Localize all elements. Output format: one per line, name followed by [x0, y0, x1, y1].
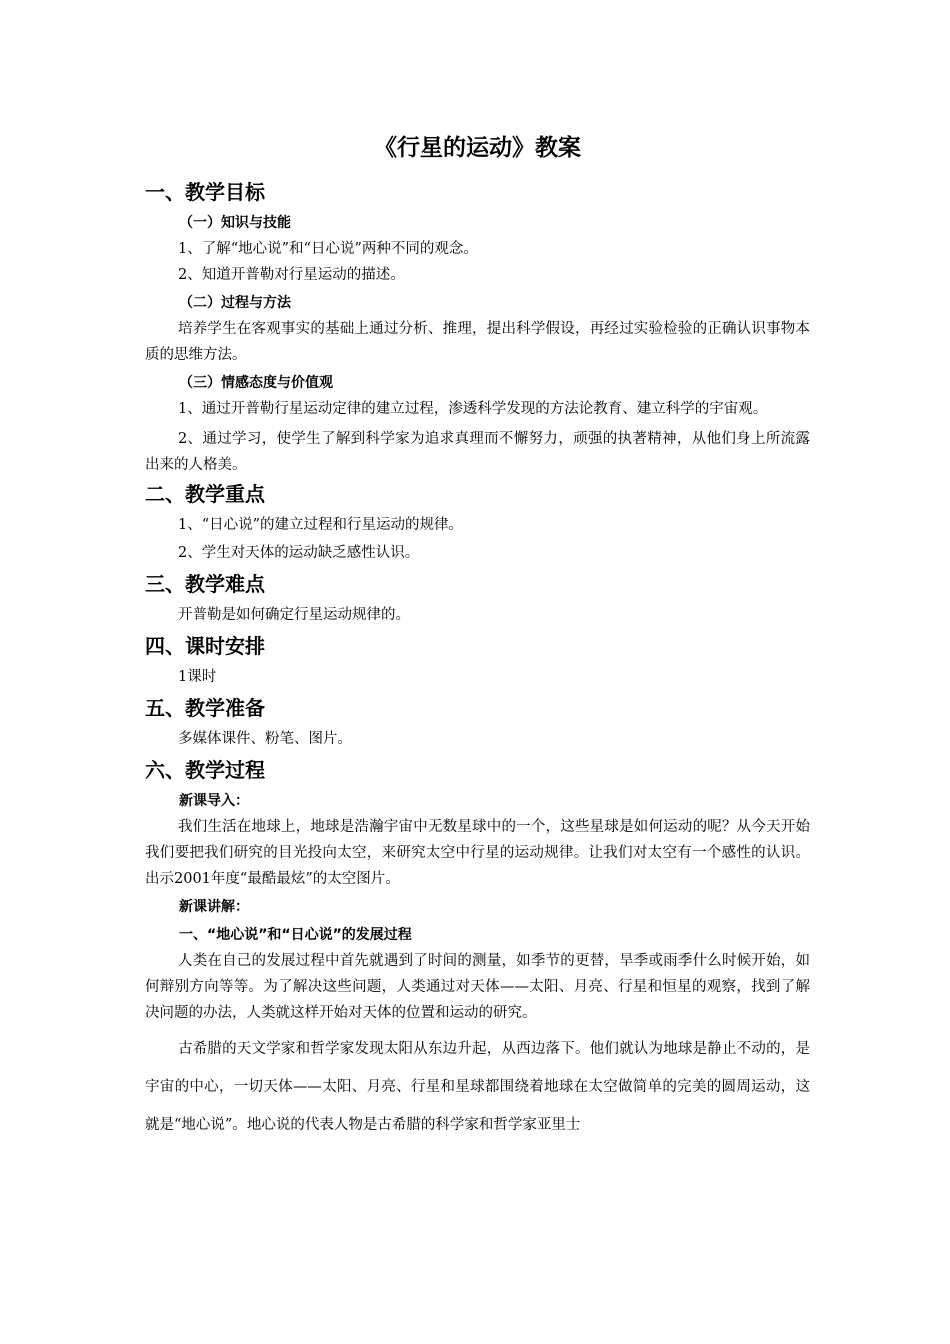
paragraph: 2、知道开普勒对行星运动的描述。: [178, 267, 405, 283]
section-heading-schedule: 四、课时安排: [145, 634, 265, 658]
paragraph: 1、“日心说”的建立过程和行星运动的规律。: [178, 517, 464, 533]
section-heading-preparation: 五、教学准备: [145, 696, 265, 720]
subheading-knowledge-skills: （一）知识与技能: [179, 215, 291, 231]
paragraph: 1、了解“地心说”和“日心说”两种不同的观念。: [178, 241, 478, 257]
subheading-introduction: 新课导入：: [179, 793, 249, 809]
document-title: 《行星的运动》教案: [374, 135, 581, 161]
document-page: [145, 130, 810, 1144]
paragraph: 我们生活在地球上，地球是浩瀚宇宙中无数星球中的一个，这些星球是如何运动的呢？从今天开始我们要把我们研究的目光投向太空，来研究太空中行星的运动规律。让我们对太空有一个感性的认识。出示2001年度“最酷最炫”的太空图片。: [145, 819, 810, 887]
paragraph: 古希腊的天文学家和哲学家发现太阳从东边升起，从西边落下。他们就认为地球是静止不动的，是宇宙的中心，一切天体——太阳、月亮、行星和星球都围绕着地球在太空做简单的完美的圆周运动，这就是“地心说”。地心说的代表人物是古希腊的科学家和哲学家亚里士: [145, 1041, 810, 1133]
paragraph: 1、通过开普勒行星运动定律的建立过程，渗透科学发现的方法论教育、建立科学的宇宙观。: [178, 401, 768, 417]
subheading-geocentric-heliocentric: 一、“地心说”和“日心说”的发展过程: [179, 927, 412, 943]
section-heading-key-points: 二、教学重点: [145, 482, 265, 506]
section-heading-objectives: 一、教学目标: [145, 180, 265, 204]
paragraph: 开普勒是如何确定行星运动规律的。: [178, 607, 410, 623]
paragraph: 2、通过学习，使学生了解到科学家为追求真理而不懈努力，顽强的执著精神，从他们身上所流露出来的人格美。: [145, 431, 810, 473]
section-heading-process: 六、教学过程: [145, 758, 265, 782]
subheading-process-method: （二）过程与方法: [179, 295, 291, 311]
paragraph: 1课时: [178, 669, 217, 685]
paragraph: 2、学生对天体的运动缺乏感性认识。: [178, 545, 420, 561]
section-heading-difficulties: 三、教学难点: [145, 572, 265, 596]
paragraph: 人类在自己的发展过程中首先就遇到了时间的测量，如季节的更替，旱季或雨季什么时候开始，如何辩别方向等等。为了解决这些问题，人类通过对天体——太阳、月亮、行星和恒星的观察，找到了解决问题的办法，人类就这样开始对天体的位置和运动的研究。: [145, 953, 810, 1021]
subheading-lecture: 新课讲解：: [179, 899, 249, 915]
paragraph: 多媒体课件、粉笔、图片。: [178, 731, 352, 747]
subheading-attitude-values: （三）情感态度与价值观: [179, 375, 333, 391]
paragraph: 培养学生在客观事实的基础上通过分析、推理，提出科学假设，再经过实验检验的正确认识事物本质的思维方法。: [145, 321, 810, 363]
